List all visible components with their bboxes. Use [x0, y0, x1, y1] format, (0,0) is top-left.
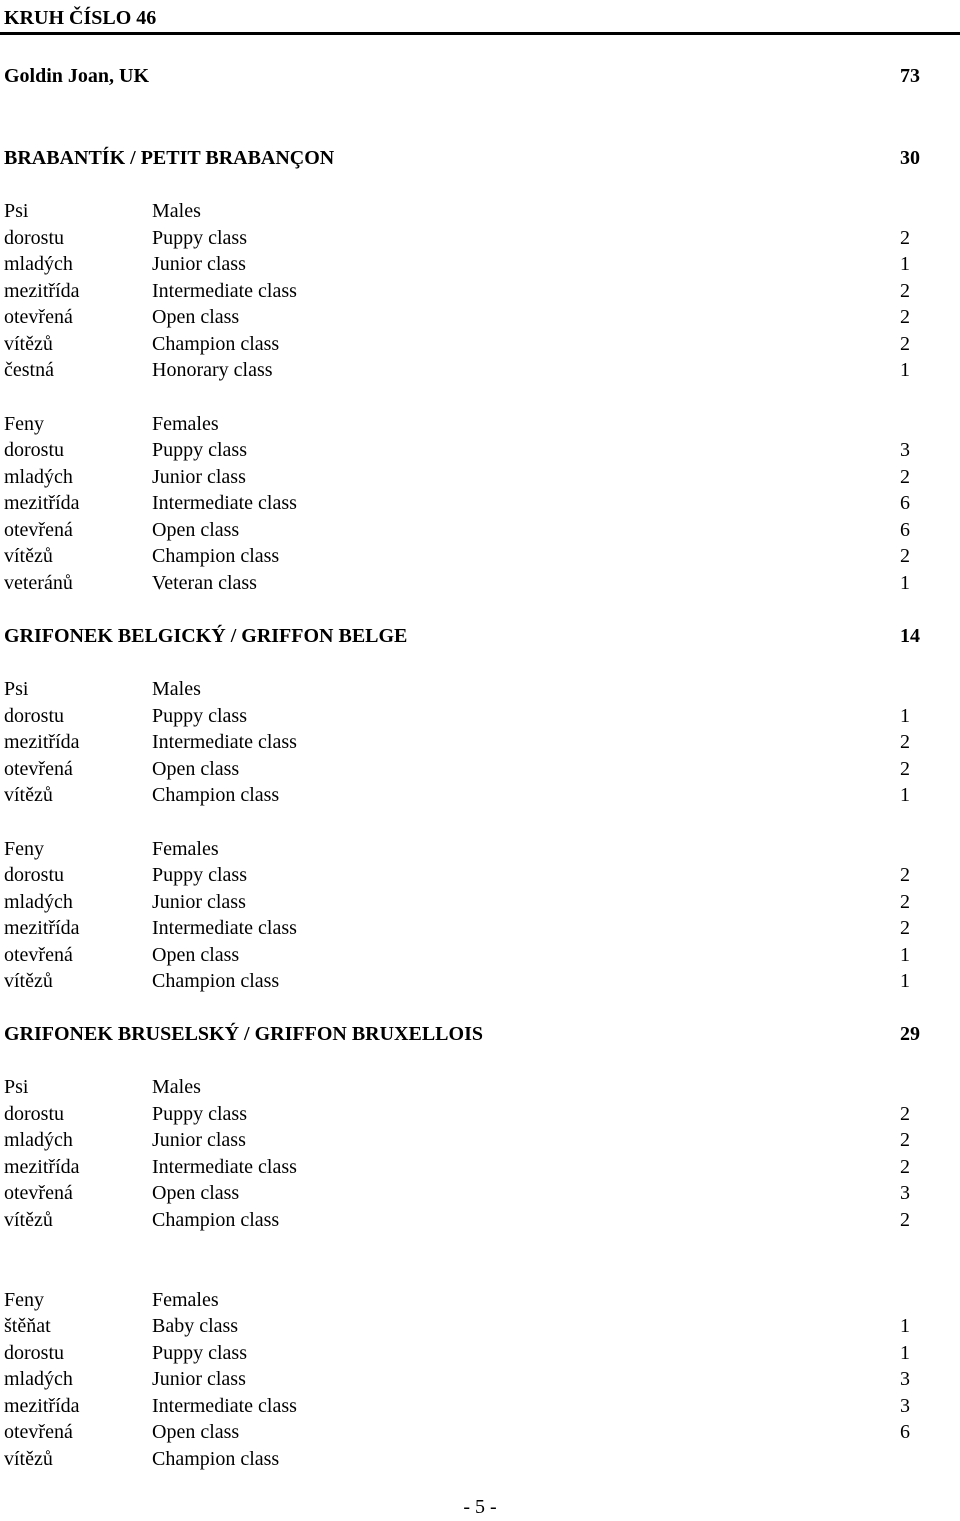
- class-cz: dorostu: [4, 1342, 64, 1364]
- class-row: [4, 703, 910, 729]
- class-cz: otevřená: [4, 306, 73, 328]
- class-row: [4, 1180, 910, 1206]
- class-cz: mladých: [4, 466, 73, 488]
- class-count: 2: [900, 466, 910, 488]
- class-row: [4, 1154, 910, 1180]
- class-count: 2: [900, 917, 910, 939]
- breed-total: 14: [900, 625, 920, 647]
- class-row: [4, 331, 910, 357]
- class-row: [4, 490, 910, 516]
- class-en: Puppy class: [152, 1342, 247, 1364]
- class-row: [4, 1419, 910, 1445]
- class-row: [4, 251, 910, 277]
- class-cz: mezitřída: [4, 731, 80, 753]
- class-en: Open class: [152, 306, 240, 328]
- class-en: Intermediate class: [152, 492, 297, 514]
- class-row: [4, 1366, 910, 1392]
- class-en: Intermediate class: [152, 1156, 297, 1178]
- class-row: [4, 756, 910, 782]
- class-cz: vítězů: [4, 1448, 53, 1470]
- class-row: [4, 464, 910, 490]
- class-count: 2: [900, 1156, 910, 1178]
- breed-name: BRABANTÍK / PETIT BRABANÇON: [4, 147, 335, 169]
- class-row: [4, 968, 910, 994]
- class-cz: mladých: [4, 1368, 73, 1390]
- class-cz: mezitřída: [4, 1156, 80, 1178]
- class-count: 2: [900, 864, 910, 886]
- group-en: Males: [152, 678, 201, 700]
- class-cz: vítězů: [4, 545, 53, 567]
- class-en: Puppy class: [152, 864, 247, 886]
- class-row: [4, 862, 910, 888]
- class-count: 2: [900, 891, 910, 913]
- judge-name: Goldin Joan, UK: [4, 65, 150, 87]
- class-cz: mezitřída: [4, 280, 80, 302]
- class-cz: vítězů: [4, 333, 53, 355]
- class-count: 3: [900, 1368, 910, 1390]
- class-cz: štěňat: [4, 1315, 51, 1337]
- class-en: Open class: [152, 1421, 240, 1443]
- class-count: 2: [900, 545, 910, 567]
- class-count: 2: [900, 731, 910, 753]
- class-cz: mezitřída: [4, 917, 80, 939]
- class-count: 2: [900, 1103, 910, 1125]
- class-count: 2: [900, 333, 910, 355]
- class-en: Intermediate class: [152, 280, 297, 302]
- breed-name: GRIFONEK BELGICKÝ / GRIFFON BELGE: [4, 625, 408, 647]
- class-count: 1: [900, 1315, 910, 1337]
- class-row: [4, 1393, 910, 1419]
- group-en: Males: [152, 200, 201, 222]
- class-count: 1: [900, 970, 910, 992]
- class-cz: mladých: [4, 891, 73, 913]
- breed-total: 29: [900, 1023, 920, 1045]
- class-count: 1: [900, 359, 910, 381]
- class-count: 2: [900, 280, 910, 302]
- class-count: 2: [900, 1209, 910, 1231]
- breed-heading: [4, 622, 920, 650]
- class-row: [4, 1101, 910, 1127]
- class-cz: otevřená: [4, 758, 73, 780]
- group-header-females: [4, 1287, 910, 1313]
- class-row: [4, 304, 910, 330]
- class-en: Veteran class: [152, 572, 257, 594]
- class-cz: dorostu: [4, 864, 64, 886]
- class-count: 1: [900, 1342, 910, 1364]
- class-cz: dorostu: [4, 439, 64, 461]
- group-cz: Feny: [4, 413, 44, 435]
- class-row: [4, 570, 910, 596]
- class-cz: dorostu: [4, 1103, 64, 1125]
- class-en: Puppy class: [152, 705, 247, 727]
- ring-title: KRUH ČÍSLO 46: [4, 7, 157, 29]
- class-count: 1: [900, 944, 910, 966]
- breed-heading: [4, 144, 920, 172]
- class-count: 3: [900, 1182, 910, 1204]
- class-en: Champion class: [152, 970, 280, 992]
- class-count: 3: [900, 439, 910, 461]
- group-en: Females: [152, 1289, 219, 1311]
- class-row: [4, 1446, 910, 1472]
- class-en: Champion class: [152, 1209, 280, 1231]
- group-en: Males: [152, 1076, 201, 1098]
- class-row: [4, 1340, 910, 1366]
- breed-total: 30: [900, 147, 920, 169]
- class-en: Open class: [152, 1182, 240, 1204]
- group-header-males: [4, 198, 910, 224]
- class-en: Champion class: [152, 1448, 280, 1470]
- class-en: Junior class: [152, 1368, 246, 1390]
- class-en: Junior class: [152, 466, 246, 488]
- class-count: 6: [900, 519, 910, 541]
- group-en: Females: [152, 838, 219, 860]
- class-cz: otevřená: [4, 1421, 73, 1443]
- class-en: Puppy class: [152, 439, 247, 461]
- class-row: [4, 225, 910, 251]
- group-cz: Feny: [4, 838, 44, 860]
- class-en: Puppy class: [152, 227, 247, 249]
- class-en: Intermediate class: [152, 1395, 297, 1417]
- class-row: [4, 543, 910, 569]
- class-count: 2: [900, 306, 910, 328]
- group-en: Females: [152, 413, 219, 435]
- class-cz: otevřená: [4, 944, 73, 966]
- class-en: Open class: [152, 944, 240, 966]
- class-row: [4, 517, 910, 543]
- class-en: Intermediate class: [152, 731, 297, 753]
- class-count: 6: [900, 492, 910, 514]
- group-header-males: [4, 1074, 910, 1100]
- breed-name: GRIFONEK BRUSELSKÝ / GRIFFON BRUXELLOIS: [4, 1023, 483, 1045]
- class-cz: dorostu: [4, 227, 64, 249]
- class-count: 1: [900, 784, 910, 806]
- class-en: Open class: [152, 519, 240, 541]
- class-row: [4, 1313, 910, 1339]
- class-en: Honorary class: [152, 359, 273, 381]
- title-rule: [0, 32, 960, 35]
- class-row: [4, 1207, 910, 1233]
- class-cz: mezitřída: [4, 1395, 80, 1417]
- class-count: 6: [900, 1421, 910, 1443]
- class-en: Puppy class: [152, 1103, 247, 1125]
- class-en: Open class: [152, 758, 240, 780]
- class-cz: mezitřída: [4, 492, 80, 514]
- class-count: 1: [900, 572, 910, 594]
- page-number: - 5 -: [463, 1496, 497, 1518]
- class-row: [4, 357, 910, 383]
- class-count: 1: [900, 253, 910, 275]
- judge-total: 73: [900, 65, 920, 87]
- class-row: [4, 437, 910, 463]
- class-en: Junior class: [152, 253, 246, 275]
- group-header-males: [4, 676, 910, 702]
- class-en: Champion class: [152, 333, 280, 355]
- class-cz: dorostu: [4, 705, 64, 727]
- judge-row: [4, 62, 920, 90]
- class-count: 2: [900, 227, 910, 249]
- class-row: [4, 782, 910, 808]
- class-cz: vítězů: [4, 1209, 53, 1231]
- class-row: [4, 915, 910, 941]
- group-cz: Psi: [4, 200, 29, 222]
- group-cz: Psi: [4, 678, 29, 700]
- class-count: 1: [900, 705, 910, 727]
- class-en: Intermediate class: [152, 917, 297, 939]
- class-cz: otevřená: [4, 1182, 73, 1204]
- group-cz: Psi: [4, 1076, 29, 1098]
- class-cz: vítězů: [4, 970, 53, 992]
- class-en: Baby class: [152, 1315, 239, 1337]
- class-count: 3: [900, 1395, 910, 1417]
- class-cz: otevřená: [4, 519, 73, 541]
- class-row: [4, 889, 910, 915]
- class-cz: vítězů: [4, 784, 53, 806]
- class-cz: mladých: [4, 1129, 73, 1151]
- class-cz: veteránů: [4, 572, 73, 594]
- class-count: 2: [900, 758, 910, 780]
- class-row: [4, 729, 910, 755]
- class-cz: mladých: [4, 253, 73, 275]
- class-cz: čestná: [4, 359, 54, 381]
- class-row: [4, 1127, 910, 1153]
- group-header-females: [4, 836, 910, 862]
- class-en: Junior class: [152, 891, 246, 913]
- class-row: [4, 942, 910, 968]
- group-cz: Feny: [4, 1289, 44, 1311]
- group-header-females: [4, 411, 910, 437]
- class-count: 2: [900, 1129, 910, 1151]
- class-en: Champion class: [152, 545, 280, 567]
- class-en: Champion class: [152, 784, 280, 806]
- breed-heading: [4, 1020, 920, 1048]
- class-en: Junior class: [152, 1129, 246, 1151]
- class-row: [4, 278, 910, 304]
